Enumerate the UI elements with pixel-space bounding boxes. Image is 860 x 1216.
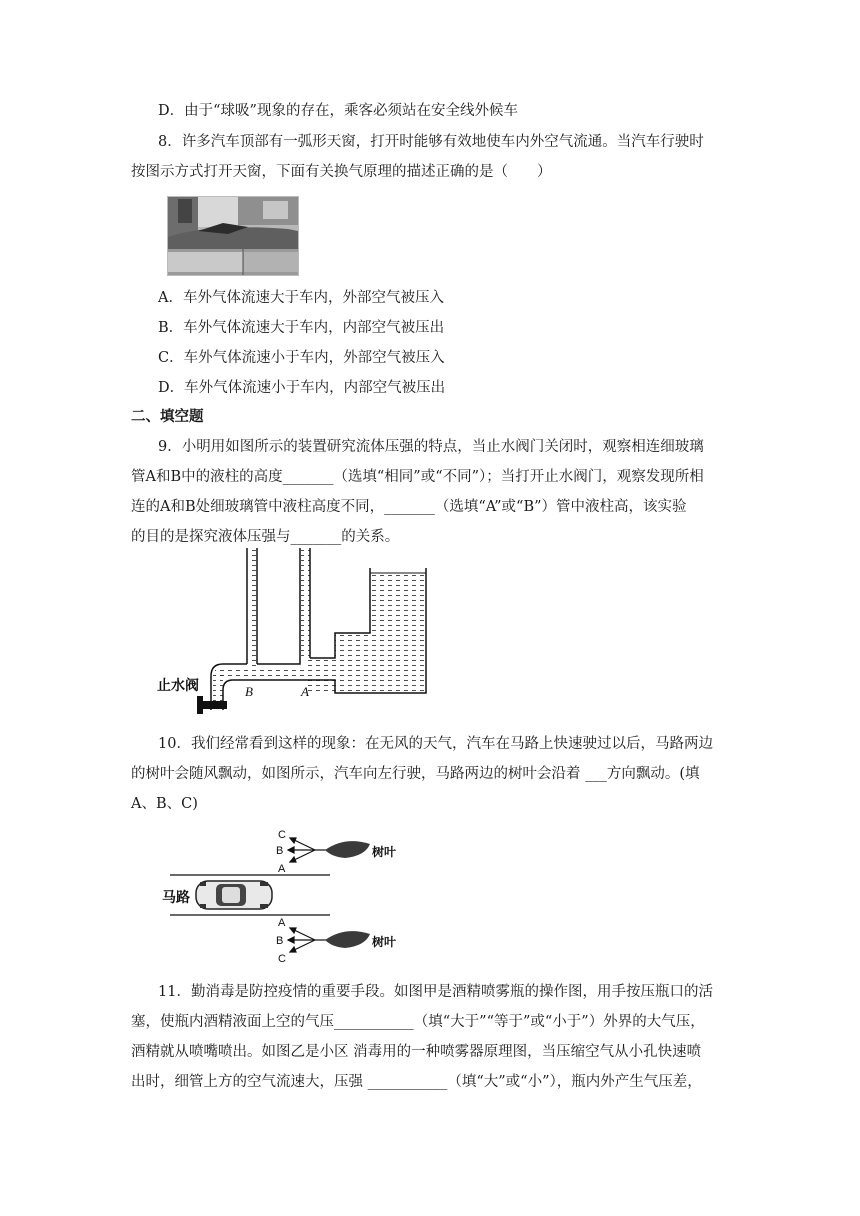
bottom-dir-c: C <box>278 953 286 965</box>
option-8c: C．车外气体流速小于车内，外部空气被压入 <box>158 350 445 366</box>
road-car-leaves-diagram <box>160 820 420 970</box>
bottom-leaf-label: 树叶 <box>372 935 397 949</box>
leaf-icon <box>325 931 370 948</box>
option-d-prev: D．由于“球吸”现象的存在，乘客必须站在安全线外候车 <box>158 103 518 119</box>
question-8-text: 8．许多汽车顶部有一弧形天窗，打开时能够有效地使车内外空气流通。当汽车行驶时 <box>158 134 704 150</box>
question-8-text-cont: 按图示方式打开天窗，下面有关换气原理的描述正确的是（ ） <box>131 164 552 180</box>
top-dir-c: C <box>278 829 286 841</box>
top-dir-b: B <box>276 845 284 857</box>
question-10-text-cont2: A、B、C) <box>131 796 198 812</box>
question-10-text-cont1: 的树叶会随风飘动，如图所示，汽车向左行驶，马路两边的树叶会沿着 ___方向飘动。(填 <box>131 766 700 782</box>
question-11-text: 11．勤消毒是防控疫情的重要手段。如图甲是酒精喷雾瓶的操作图，用手按压瓶口的活 <box>158 984 713 1000</box>
option-8b: B．车外气体流速大于车内，内部空气被压出 <box>158 320 445 336</box>
option-8d: D．车外气体流速小于车内，内部空气被压出 <box>158 380 446 396</box>
bottom-dir-b: B <box>276 935 284 947</box>
car-sunroof-photo <box>167 196 299 276</box>
question-11-text-cont2: 酒精就从喷嘴喷出。如图乙是小区 消毒用的一种喷雾器原理图，当压缩空气从小孔快速喷 <box>131 1044 702 1060</box>
tube-a-label: A <box>301 684 309 699</box>
question-9-text-cont3: 的目的是探究液体压强与_______的关系。 <box>131 529 400 545</box>
option-8a: A．车外气体流速大于车内，外部空气被压入 <box>158 290 444 306</box>
question-10-text: 10．我们经常看到这样的现象：在无风的天气，汽车在马路上快速驶过以后，马路两边 <box>158 736 713 752</box>
flow-pressure-apparatus-diagram <box>155 548 435 723</box>
question-11-text-cont3: 出时，细管上方的空气流速大，压强 ___________（填“大”或“小”），瓶内外产生气压差， <box>131 1074 702 1090</box>
tube-b-label: B <box>245 684 253 699</box>
top-leaf-label: 树叶 <box>372 845 397 859</box>
question-9-text-cont1: 管A和B中的液柱的高度_______（选填“相同”或“不同”）；当打开止水阀门，观察发现所相 <box>131 469 704 485</box>
section-heading-fill-blank: 二、填空题 <box>131 408 204 425</box>
question-11-text-cont1: 塞，使瓶内酒精液面上空的气压___________（填“大于”“等于”或“小于”）外界的大气压， <box>131 1014 705 1030</box>
top-dir-a: A <box>278 863 286 875</box>
car-icon <box>196 881 272 909</box>
bottom-dir-a: A <box>278 917 286 929</box>
question-9-text: 9．小明用如图所示的装置研究流体压强的特点，当止水阀门关闭时，观察相连细玻璃 <box>158 439 704 455</box>
valve-label: 止水阀 <box>157 677 199 693</box>
question-9-text-cont2: 连的A和B处细玻璃管中液柱高度不同，_______（选填“A”或“B”）管中液柱高，该实验 <box>131 499 687 515</box>
leaf-icon <box>325 841 370 858</box>
road-label: 马路 <box>162 889 190 905</box>
